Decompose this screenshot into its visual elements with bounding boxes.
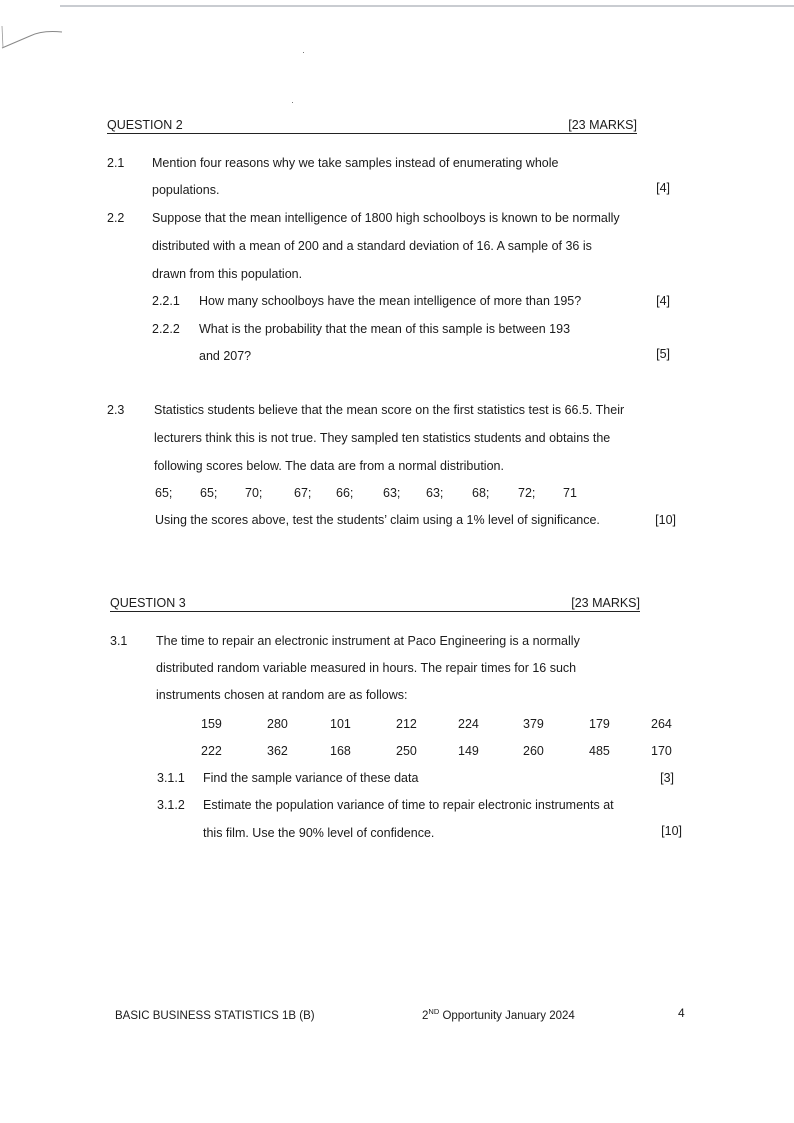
item-2-1-line: Mention four reasons why we take samples instead of enumerating whole: [152, 156, 559, 170]
repair-time-value: 379: [523, 717, 544, 731]
item-3-1-2-line: this film. Use the 90% level of confidence.: [203, 826, 435, 840]
score-value: 67;: [294, 486, 312, 500]
footer-opportunity: [422, 1007, 575, 1022]
question-3-title: QUESTION 3: [110, 596, 186, 610]
repair-time-value: 264: [651, 717, 672, 731]
item-3-1-line: instruments chosen at random are as follows:: [156, 688, 408, 702]
repair-time-value: 168: [330, 744, 351, 758]
item-3-1-1-number: 3.1.1: [157, 771, 185, 785]
footer-page-number: 4: [678, 1006, 685, 1020]
repair-time-value: 280: [267, 717, 288, 731]
item-3-1-2-marks: [10]: [661, 824, 682, 838]
footer-opportunity-number: 2: [422, 1009, 429, 1022]
repair-time-value: 101: [330, 717, 351, 731]
item-2-2-1-number: 2.2.1: [152, 294, 180, 308]
item-2-2-2-marks: [5]: [656, 347, 670, 361]
repair-time-value: 170: [651, 744, 672, 758]
item-2-2-line: distributed with a mean of 200 and a standard deviation of 16. A sample of 36 is: [152, 239, 592, 253]
question-2-marks: [23 MARKS]: [568, 118, 637, 132]
score-value: 65;: [200, 486, 218, 500]
question-3-heading: [110, 595, 640, 612]
question-2-title: QUESTION 2: [107, 118, 183, 132]
item-2-3-line: Statistics students believe that the mean score on the first statistics test is 66.5. Their: [154, 403, 625, 417]
score-value: 66;: [336, 486, 354, 500]
score-value: 63;: [383, 486, 401, 500]
item-2-3-line: following scores below. The data are from a normal distribution.: [154, 459, 504, 473]
repair-time-value: 222: [201, 744, 222, 758]
item-2-3-line: Using the scores above, test the students’ claim using a 1% level of significance.: [155, 513, 600, 527]
question-3-marks: [23 MARKS]: [571, 596, 640, 610]
item-3-1-number: 3.1: [110, 634, 128, 648]
score-value: 72;: [518, 486, 536, 500]
item-3-1-1-marks: [3]: [660, 771, 674, 785]
score-value: 71: [563, 486, 577, 500]
item-3-1-2-number: 3.1.2: [157, 798, 185, 812]
item-3-1-line: The time to repair an electronic instrument at Paco Engineering is a normally: [156, 634, 580, 648]
score-value: 65;: [155, 486, 173, 500]
item-2-2-2-number: 2.2.2: [152, 322, 180, 336]
item-2-2-line: Suppose that the mean intelligence of 1800 high schoolboys is known to be normally: [152, 211, 620, 225]
scan-speck: [303, 52, 304, 53]
repair-time-value: 179: [589, 717, 610, 731]
item-3-1-1-text: Find the sample variance of these data: [203, 771, 419, 785]
item-2-1-marks: [4]: [656, 181, 670, 195]
score-value: 63;: [426, 486, 444, 500]
item-2-3-marks: [10]: [655, 513, 676, 527]
item-2-2-1-marks: [4]: [656, 294, 670, 308]
item-3-1-2-line: Estimate the population variance of time to repair electronic instruments at: [203, 798, 614, 812]
footer-opportunity-text: Opportunity January 2024: [439, 1009, 575, 1022]
corner-mark-icon: [0, 18, 70, 58]
repair-time-value: 250: [396, 744, 417, 758]
repair-time-value: 224: [458, 717, 479, 731]
scan-top-border: [60, 5, 794, 7]
item-2-3-number: 2.3: [107, 403, 125, 417]
question-2-heading: [107, 117, 637, 134]
item-2-2-2-line: and 207?: [199, 349, 252, 363]
repair-time-value: 485: [589, 744, 610, 758]
item-2-1-number: 2.1: [107, 156, 125, 170]
item-2-2-line: drawn from this population.: [152, 267, 303, 281]
footer-opportunity-suffix: ND: [428, 1007, 440, 1016]
item-2-3-line: lecturers think this is not true. They sampled ten statistics students and obtains the: [154, 431, 611, 445]
item-2-2-number: 2.2: [107, 211, 125, 225]
item-2-2-1-text: How many schoolboys have the mean intelligence of more than 195?: [199, 294, 582, 308]
item-3-1-line: distributed random variable measured in hours. The repair times for 16 such: [156, 661, 577, 675]
repair-time-value: 362: [267, 744, 288, 758]
footer-course: BASIC BUSINESS STATISTICS 1B (B): [115, 1010, 315, 1022]
item-2-1-line: populations.: [152, 183, 220, 197]
score-value: 70;: [245, 486, 263, 500]
repair-time-value: 260: [523, 744, 544, 758]
repair-time-value: 212: [396, 717, 417, 731]
item-2-2-2-line: What is the probability that the mean of this sample is between 193: [199, 322, 571, 336]
repair-time-value: 149: [458, 744, 479, 758]
scan-speck: [292, 102, 293, 103]
score-value: 68;: [472, 486, 490, 500]
repair-time-value: 159: [201, 717, 222, 731]
